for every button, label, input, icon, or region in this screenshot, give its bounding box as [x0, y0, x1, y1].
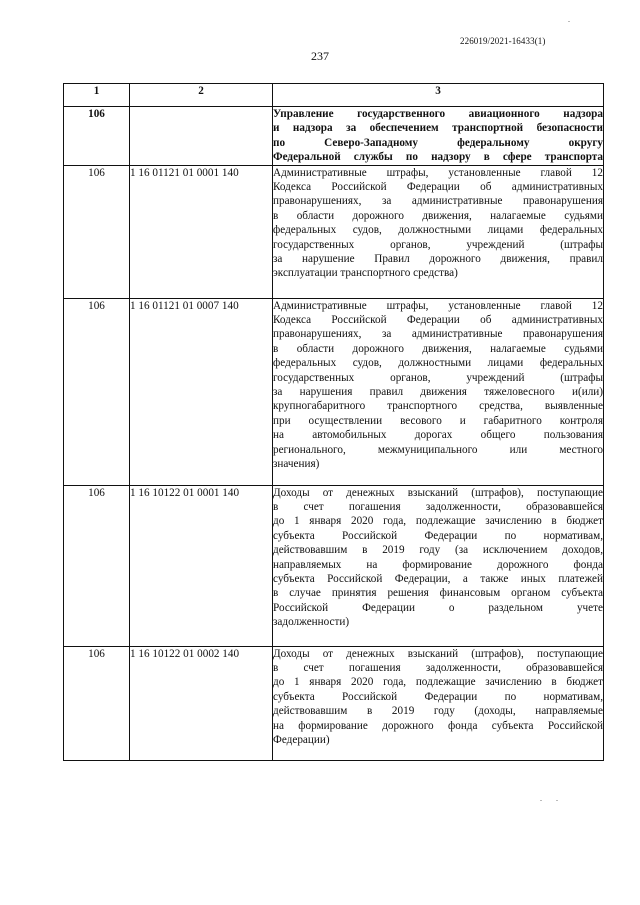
description-line: за нарушения правил движения тяжеловесного и(или)	[273, 386, 603, 399]
description-line: значения)	[273, 458, 320, 471]
scan-speck	[568, 21, 570, 22]
row-kbk: 1 16 10122 01 0002 140	[130, 646, 273, 760]
description-line: при осуществлении весового и габаритного контроля	[273, 414, 603, 427]
table-row	[64, 165, 604, 298]
description-line: субъекта Российской Федерации, а также иных платежей	[273, 573, 603, 586]
description-line: задолженности)	[273, 616, 350, 629]
description-line: регионального, межмуниципального или местного	[273, 443, 603, 456]
description-line: в случае принятия решения финансовым органом субъекта	[273, 587, 603, 600]
description-line: государственных органов, учреждений (штрафы	[273, 371, 603, 384]
description-line: Административные штрафы, установленные главой 12	[273, 299, 603, 312]
row-kbk: 1 16 01121 01 0001 140	[130, 165, 273, 298]
row-description	[273, 646, 604, 760]
description-line: правонарушениях, за административные правонарушения	[273, 195, 603, 208]
description-line: в области дорожного движения, налагаемые судьями	[273, 342, 603, 355]
column-header-row	[64, 84, 604, 107]
description-line: Кодекса Российской Федерации об административных	[273, 181, 603, 194]
description-line: на формирование дорожного фонда субъекта Российской	[273, 719, 603, 732]
income-codes-table	[63, 83, 604, 761]
description-line: федеральных судов, должностными лицами федеральных	[273, 224, 603, 237]
row-description	[273, 485, 604, 646]
description-line: в области дорожного движения, налагаемые судьями	[273, 209, 603, 222]
description-line: до 1 января 2020 года, подлежащие зачислению в бюджет	[273, 676, 603, 689]
description-line: эксплуатации транспортного средства)	[273, 267, 458, 280]
column-header-2: 2	[130, 84, 273, 107]
description-line: Доходы от денежных взысканий (штрафов), поступающие	[273, 647, 603, 660]
row-description	[273, 165, 604, 298]
agency-title-line: Федеральной службы по надзору в сфере транспорта	[273, 151, 603, 164]
column-header-1: 1	[64, 84, 130, 107]
agency-kbk-empty	[130, 107, 273, 166]
description-line: действовавшим в 2019 году (доходы, направляемые	[273, 705, 603, 718]
description-line: за нарушение Правил дорожного движения, правил	[273, 253, 603, 266]
description-line: крупногабаритного транспортного средства, выявленные	[273, 400, 603, 413]
description-line: субъекта Российской Федерации по нормативам,	[273, 529, 603, 542]
agency-code: 106	[64, 107, 130, 166]
description-line: действовавшим в 2019 году (за исключением доходов,	[273, 544, 603, 557]
description-line: правонарушениях, за административные правонарушения	[273, 328, 603, 341]
column-header-3: 3	[273, 84, 604, 107]
row-code: 106	[64, 485, 130, 646]
description-line: Административные штрафы, установленные главой 12	[273, 166, 603, 179]
table-row	[64, 646, 604, 760]
description-line: до 1 января 2020 года, подлежащие зачислению в бюджет	[273, 515, 603, 528]
table-row	[64, 485, 604, 646]
row-kbk: 1 16 10122 01 0001 140	[130, 485, 273, 646]
agency-title-line: и надзора за обеспечением транспортной безопасности	[273, 122, 603, 135]
scan-speck	[540, 800, 542, 801]
scan-speck	[556, 800, 558, 801]
description-line: в счет погашения задолженности, образовавшейся	[273, 662, 603, 675]
page-number: 237	[311, 49, 329, 63]
description-line: федеральных судов, должностными лицами федеральных	[273, 357, 603, 370]
description-line: на автомобильных дорогах общего пользования	[273, 429, 603, 442]
agency-title-row	[64, 107, 604, 166]
row-code: 106	[64, 298, 130, 485]
row-kbk: 1 16 01121 01 0007 140	[130, 298, 273, 485]
table-row	[64, 298, 604, 485]
row-description	[273, 298, 604, 485]
agency-title	[273, 107, 604, 166]
row-code: 106	[64, 165, 130, 298]
description-line: направляемых на формирование дорожного фонда	[273, 558, 603, 571]
document-number: 226019/2021-16433(1)	[460, 36, 546, 46]
description-line: государственных органов, учреждений (штрафы	[273, 238, 603, 251]
description-line: Доходы от денежных взысканий (штрафов), поступающие	[273, 486, 603, 499]
agency-title-line: Управление государственного авиационного надзора	[273, 108, 603, 120]
description-line: Федерации)	[273, 734, 330, 747]
description-line: Кодекса Российской Федерации об административных	[273, 314, 603, 327]
description-line: субъекта Российской Федерации по нормативам,	[273, 690, 603, 703]
row-code: 106	[64, 646, 130, 760]
description-line: в счет погашения задолженности, образовавшейся	[273, 501, 603, 514]
description-line: Российской Федерации о раздельном учете	[273, 601, 603, 614]
agency-title-line: по Северо-Западному федеральному округу	[273, 136, 603, 149]
